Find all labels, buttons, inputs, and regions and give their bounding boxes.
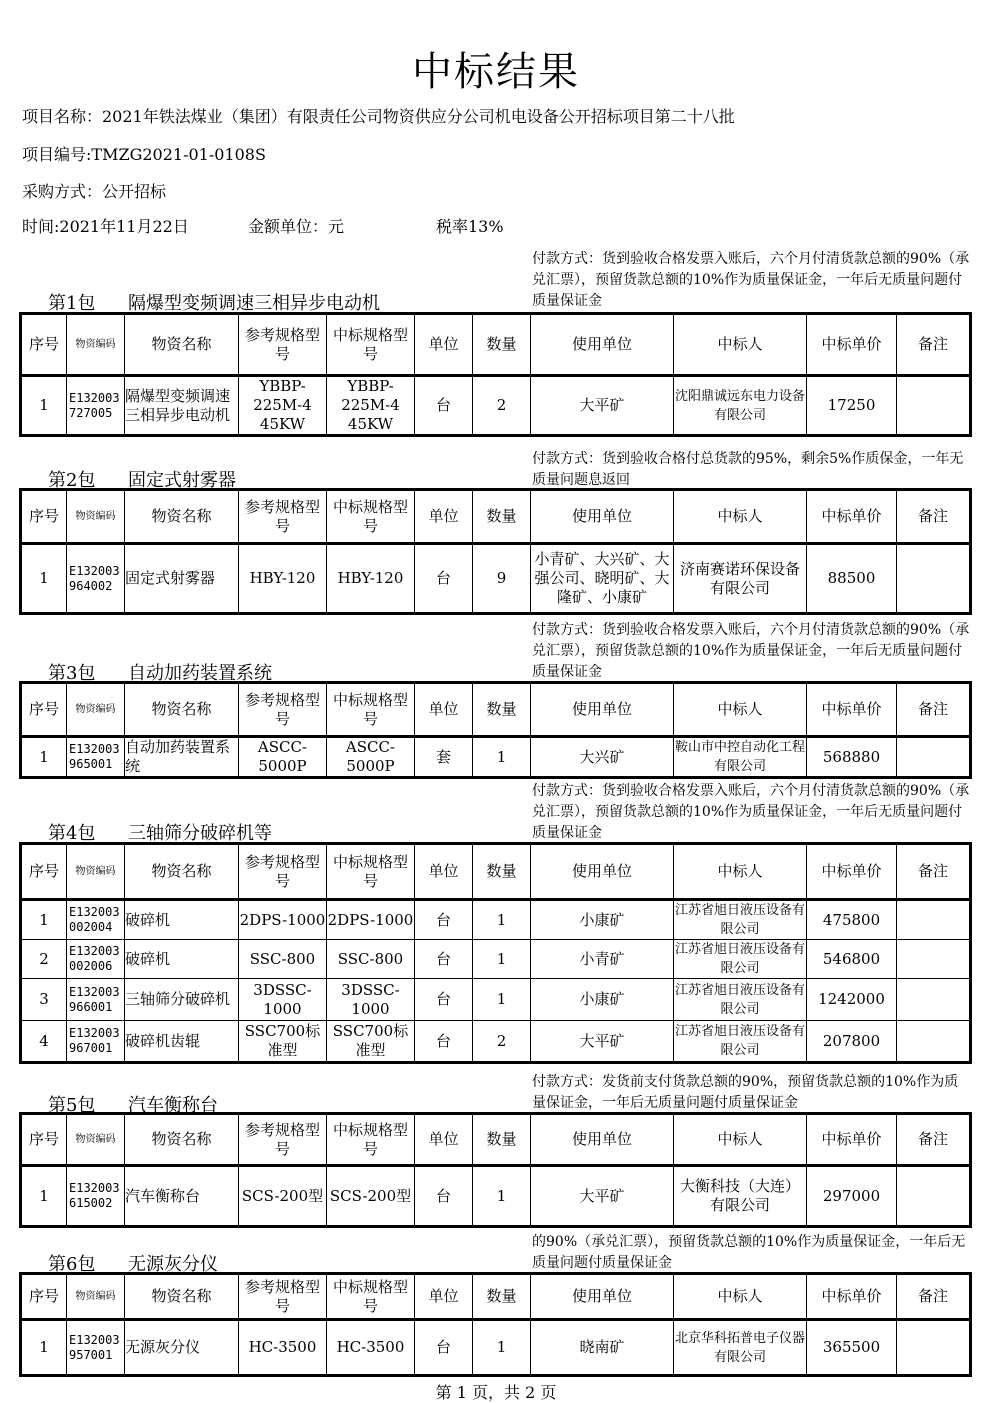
win-spec: YBBP-225M-4 45KW — [327, 376, 415, 436]
column-header: 数量 — [473, 1274, 531, 1320]
remark — [897, 940, 971, 979]
column-header: 序号 — [21, 314, 67, 376]
material-name: 固定式射雾器 — [125, 544, 239, 614]
column-header: 单位 — [415, 1274, 473, 1320]
column-header: 物资编码 — [67, 314, 125, 376]
user-unit: 小康矿 — [531, 900, 674, 940]
user-unit: 大兴矿 — [531, 737, 674, 778]
project-name: 项目名称：2021年铁法煤业（集团）有限责任公司物资供应分公司机电设备公开招标项目第二十八批 — [22, 107, 735, 126]
row-no: 1 — [21, 1320, 67, 1376]
column-header: 参考规格型号 — [239, 844, 327, 900]
material-code: E132003 002006 — [67, 940, 125, 979]
unit: 台 — [415, 544, 473, 614]
user-unit: 大平矿 — [531, 1021, 674, 1063]
unit-price: 17250 — [807, 376, 897, 436]
table-header-row — [21, 844, 971, 900]
remark — [897, 1320, 971, 1376]
column-header: 中标人 — [674, 844, 807, 900]
payment-terms: 付款方式：货到验收合格发票入账后，六个月付清货款总额的90%（承兑汇票），预留货款总额的10%作为质量保证金，一年后无质量问题付质量保证金 — [532, 783, 970, 841]
table-row — [21, 900, 971, 940]
column-header: 备注 — [897, 844, 971, 900]
column-header: 中标单价 — [807, 1114, 897, 1166]
material-code: E132003 727005 — [67, 376, 125, 436]
unit-price: 365500 — [807, 1320, 897, 1376]
project-number: 项目编号:TMZG2021-01-0108S — [22, 145, 266, 164]
ref-spec: SSC-800 — [239, 940, 327, 979]
unit-price: 568880 — [807, 737, 897, 778]
quantity: 1 — [473, 979, 531, 1021]
winner: 大衡科技（大连）有限公司 — [674, 1166, 807, 1227]
remark — [897, 544, 971, 614]
column-header: 单位 — [415, 683, 473, 737]
quantity: 9 — [473, 544, 531, 614]
payment-terms: 付款方式：货到验收合格发票入账后，六个月付清货款总额的90%（承兑汇票），预留货款总额的10%作为质量保证金，一年后无质量问题付质量保证金 — [532, 622, 970, 680]
user-unit: 小青矿、大兴矿、大强公司、晓明矿、大隆矿、小康矿 — [531, 544, 674, 614]
payment-terms: 付款方式：发货前支付货款总额的90%，预留货款总额的10%作为质量保证金，一年后无质量问题付质量保证金 — [532, 1074, 959, 1111]
user-unit: 小康矿 — [531, 979, 674, 1021]
package-name: 自动加药装置系统 — [128, 663, 272, 684]
column-header: 中标人 — [674, 314, 807, 376]
bid-table — [19, 842, 972, 1064]
win-spec: SSC700标准型 — [327, 1021, 415, 1063]
material-name: 无源灰分仪 — [125, 1320, 239, 1376]
column-header: 序号 — [21, 844, 67, 900]
column-header: 中标规格型号 — [327, 314, 415, 376]
page-title: 中标结果 — [412, 49, 580, 95]
quantity: 1 — [473, 1166, 531, 1227]
winner: 江苏省旭日液压设备有限公司 — [674, 940, 807, 979]
package-name: 汽车衡称台 — [128, 1095, 218, 1116]
procurement-method: 采购方式：公开招标 — [22, 182, 167, 201]
column-header: 使用单位 — [531, 683, 674, 737]
column-header: 单位 — [415, 1114, 473, 1166]
unit: 套 — [415, 737, 473, 778]
column-header: 中标规格型号 — [327, 1274, 415, 1320]
column-header: 物资名称 — [125, 1114, 239, 1166]
column-header: 序号 — [21, 490, 67, 544]
row-no: 1 — [21, 737, 67, 778]
column-header: 参考规格型号 — [239, 490, 327, 544]
remark — [897, 737, 971, 778]
ref-spec: SSC700标准型 — [239, 1021, 327, 1063]
column-header: 中标单价 — [807, 490, 897, 544]
column-header: 物资名称 — [125, 844, 239, 900]
package-name: 无源灰分仪 — [128, 1254, 218, 1275]
column-header: 数量 — [473, 490, 531, 544]
quantity: 1 — [473, 737, 531, 778]
win-spec: ASCC-5000P — [327, 737, 415, 778]
table-header-row — [21, 1274, 971, 1320]
payment-terms: 付款方式：货到验收合格发票入账后，六个月付清货款总额的90%（承兑汇票），预留货款总额的10%作为质量保证金，一年后无质量问题付质量保证金 — [532, 251, 970, 309]
column-header: 备注 — [897, 1114, 971, 1166]
table-row — [21, 376, 971, 436]
unit: 台 — [415, 1320, 473, 1376]
column-header: 单位 — [415, 314, 473, 376]
column-header: 中标单价 — [807, 314, 897, 376]
ref-spec: 3DSSC-1000 — [239, 979, 327, 1021]
column-header: 序号 — [21, 683, 67, 737]
table-header-row — [21, 314, 971, 376]
row-no: 1 — [21, 900, 67, 940]
package-label: 第1包 — [48, 293, 96, 314]
column-header: 使用单位 — [531, 1274, 674, 1320]
column-header: 数量 — [473, 314, 531, 376]
table-header-row — [21, 490, 971, 544]
column-header: 物资名称 — [125, 490, 239, 544]
column-header: 参考规格型号 — [239, 1114, 327, 1166]
user-unit: 大平矿 — [531, 376, 674, 436]
remark — [897, 1166, 971, 1227]
user-unit: 晓南矿 — [531, 1320, 674, 1376]
column-header: 中标人 — [674, 683, 807, 737]
column-header: 中标单价 — [807, 844, 897, 900]
ref-spec: HC-3500 — [239, 1320, 327, 1376]
bid-table — [19, 312, 972, 437]
column-header: 物资编码 — [67, 844, 125, 900]
column-header: 中标单价 — [807, 683, 897, 737]
column-header: 物资名称 — [125, 1274, 239, 1320]
unit-price: 297000 — [807, 1166, 897, 1227]
column-header: 序号 — [21, 1274, 67, 1320]
row-no: 2 — [21, 940, 67, 979]
unit-price: 1242000 — [807, 979, 897, 1021]
material-name: 隔爆型变频调速三相异步电动机 — [125, 376, 239, 436]
date: 时间:2021年11月22日 — [22, 217, 189, 236]
column-header: 中标人 — [674, 1274, 807, 1320]
material-name: 三轴筛分破碎机 — [125, 979, 239, 1021]
column-header: 数量 — [473, 1114, 531, 1166]
winner: 江苏省旭日液压设备有限公司 — [674, 979, 807, 1021]
package-name: 固定式射雾器 — [128, 470, 236, 491]
material-name: 破碎机 — [125, 900, 239, 940]
winner: 鞍山市中控自动化工程有限公司 — [674, 737, 807, 778]
winner: 济南赛诺环保设备有限公司 — [674, 544, 807, 614]
table-header-row — [21, 683, 971, 737]
win-spec: SCS-200型 — [327, 1166, 415, 1227]
column-header: 中标规格型号 — [327, 490, 415, 544]
material-code: E132003 964002 — [67, 544, 125, 614]
table-row — [21, 940, 971, 979]
column-header: 单位 — [415, 490, 473, 544]
user-unit: 大平矿 — [531, 1166, 674, 1227]
column-header: 数量 — [473, 683, 531, 737]
quantity: 2 — [473, 1021, 531, 1063]
package-label: 第5包 — [48, 1095, 96, 1116]
payment-terms: 的90%（承兑汇票），预留货款总额的10%作为质量保证金，一年后无质量问题付质量保证金 — [532, 1234, 966, 1271]
unit-price: 207800 — [807, 1021, 897, 1063]
user-unit: 小青矿 — [531, 940, 674, 979]
quantity: 1 — [473, 940, 531, 979]
remark — [897, 1021, 971, 1063]
amount-unit: 金额单位：元 — [248, 217, 345, 236]
column-header: 使用单位 — [531, 1114, 674, 1166]
material-code: E132003 965001 — [67, 737, 125, 778]
column-header: 使用单位 — [531, 844, 674, 900]
table-header-row — [21, 1114, 971, 1166]
column-header: 物资编码 — [67, 683, 125, 737]
winner: 江苏省旭日液压设备有限公司 — [674, 1021, 807, 1063]
unit-price: 475800 — [807, 900, 897, 940]
material-code: E132003 002004 — [67, 900, 125, 940]
winner: 江苏省旭日液压设备有限公司 — [674, 900, 807, 940]
column-header: 中标规格型号 — [327, 683, 415, 737]
row-no: 3 — [21, 979, 67, 1021]
bid-table — [19, 1272, 972, 1377]
column-header: 参考规格型号 — [239, 314, 327, 376]
package-label: 第6包 — [48, 1254, 96, 1275]
column-header: 中标规格型号 — [327, 1114, 415, 1166]
column-header: 备注 — [897, 1274, 971, 1320]
quantity: 1 — [473, 1320, 531, 1376]
column-header: 单位 — [415, 844, 473, 900]
column-header: 备注 — [897, 314, 971, 376]
column-header: 中标人 — [674, 1114, 807, 1166]
package-label: 第2包 — [48, 470, 96, 491]
package-name: 三轴筛分破碎机等 — [128, 823, 272, 844]
table-row — [21, 1166, 971, 1227]
column-header: 物资编码 — [67, 490, 125, 544]
ref-spec: 2DPS-1000 — [239, 900, 327, 940]
material-code: E132003 615002 — [67, 1166, 125, 1227]
win-spec: SSC-800 — [327, 940, 415, 979]
package-label: 第4包 — [48, 823, 96, 844]
bid-table — [19, 1112, 972, 1228]
package-label: 第3包 — [48, 663, 96, 684]
payment-terms: 付款方式：货到验收合格付总货款的95%，剩余5%作质保金，一年无质量问题息返回 — [532, 451, 964, 488]
column-header: 中标规格型号 — [327, 844, 415, 900]
column-header: 物资名称 — [125, 683, 239, 737]
win-spec: HC-3500 — [327, 1320, 415, 1376]
page-footer: 第 1 页，共 2 页 — [435, 1383, 557, 1402]
column-header: 备注 — [897, 683, 971, 737]
remark — [897, 979, 971, 1021]
unit: 台 — [415, 979, 473, 1021]
bid-table — [19, 681, 972, 779]
tax-rate: 税率13% — [436, 217, 504, 236]
material-name: 破碎机 — [125, 940, 239, 979]
unit-price: 546800 — [807, 940, 897, 979]
ref-spec: HBY-120 — [239, 544, 327, 614]
column-header: 备注 — [897, 490, 971, 544]
row-no: 1 — [21, 544, 67, 614]
material-code: E132003 967001 — [67, 1021, 125, 1063]
material-name: 汽车衡称台 — [125, 1166, 239, 1227]
unit-price: 88500 — [807, 544, 897, 614]
column-header: 中标单价 — [807, 1274, 897, 1320]
unit: 台 — [415, 376, 473, 436]
winner: 沈阳鼎诚远东电力设备有限公司 — [674, 376, 807, 436]
material-name: 自动加药装置系统 — [125, 737, 239, 778]
unit: 台 — [415, 1021, 473, 1063]
row-no: 1 — [21, 1166, 67, 1227]
unit: 台 — [415, 900, 473, 940]
row-no: 4 — [21, 1021, 67, 1063]
column-header: 参考规格型号 — [239, 683, 327, 737]
table-row — [21, 1021, 971, 1063]
column-header: 使用单位 — [531, 314, 674, 376]
remark — [897, 900, 971, 940]
material-name: 破碎机齿辊 — [125, 1021, 239, 1063]
column-header: 数量 — [473, 844, 531, 900]
table-row — [21, 1320, 971, 1376]
table-row — [21, 979, 971, 1021]
win-spec: 2DPS-1000 — [327, 900, 415, 940]
column-header: 序号 — [21, 1114, 67, 1166]
ref-spec: ASCC-5000P — [239, 737, 327, 778]
ref-spec: YBBP-225M-4 45KW — [239, 376, 327, 436]
column-header: 物资编码 — [67, 1274, 125, 1320]
unit: 台 — [415, 940, 473, 979]
column-header: 参考规格型号 — [239, 1274, 327, 1320]
win-spec: 3DSSC-1000 — [327, 979, 415, 1021]
ref-spec: SCS-200型 — [239, 1166, 327, 1227]
unit: 台 — [415, 1166, 473, 1227]
bid-table — [19, 488, 972, 615]
material-code: E132003 966001 — [67, 979, 125, 1021]
win-spec: HBY-120 — [327, 544, 415, 614]
table-row — [21, 544, 971, 614]
column-header: 物资编码 — [67, 1114, 125, 1166]
column-header: 物资名称 — [125, 314, 239, 376]
package-name: 隔爆型变频调速三相异步电动机 — [128, 293, 380, 314]
column-header: 使用单位 — [531, 490, 674, 544]
table-row — [21, 737, 971, 778]
remark — [897, 376, 971, 436]
material-code: E132003 957001 — [67, 1320, 125, 1376]
column-header: 中标人 — [674, 490, 807, 544]
quantity: 2 — [473, 376, 531, 436]
winner: 北京华科拓普电子仪器有限公司 — [674, 1320, 807, 1376]
row-no: 1 — [21, 376, 67, 436]
quantity: 1 — [473, 900, 531, 940]
